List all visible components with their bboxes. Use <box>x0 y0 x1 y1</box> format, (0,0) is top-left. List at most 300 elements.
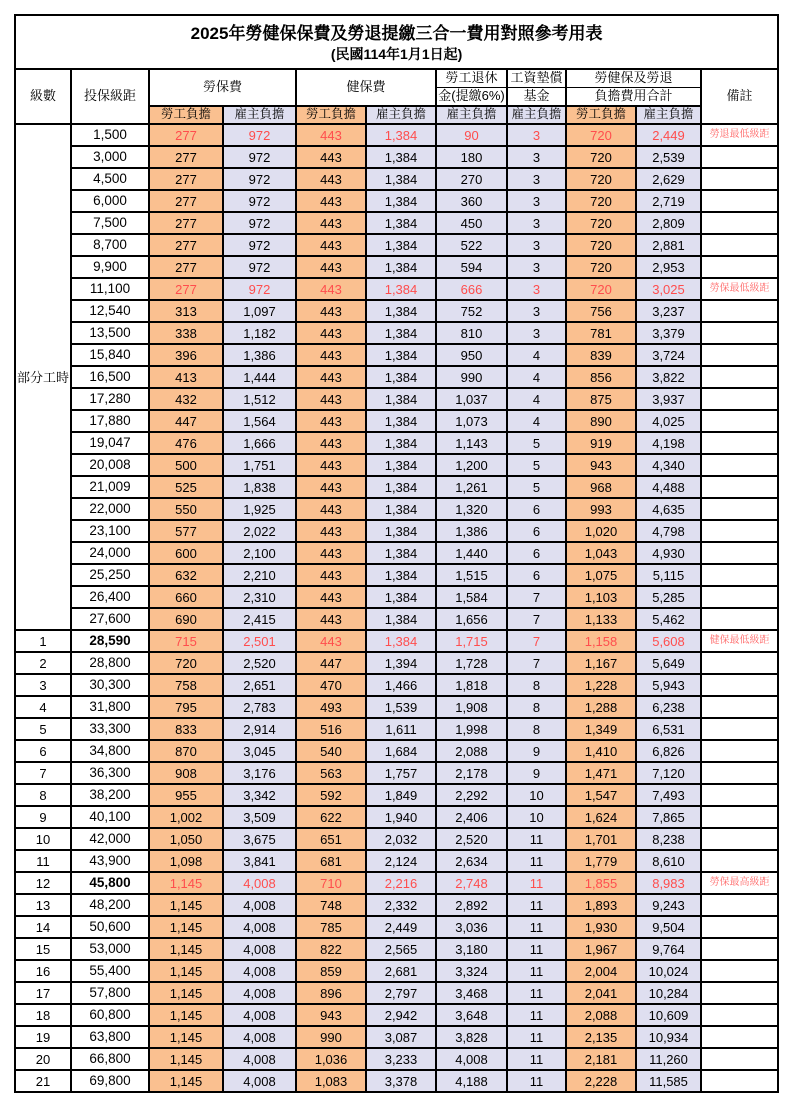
table-row <box>15 762 778 784</box>
table-row <box>15 234 778 256</box>
cell-health-employer: 2,032 <box>366 828 436 850</box>
cell-pension-employer: 90 <box>436 124 507 146</box>
table-row <box>15 476 778 498</box>
cell-labor-employee: 277 <box>149 256 223 278</box>
table-row <box>15 784 778 806</box>
cell-total-employer: 2,539 <box>636 146 701 168</box>
cell-wage-fund-employer: 3 <box>507 190 566 212</box>
cell-bracket: 15,840 <box>71 344 149 366</box>
cell-health-employee: 785 <box>296 916 366 938</box>
cell-wage-fund-employer: 11 <box>507 828 566 850</box>
cell-health-employer: 1,384 <box>366 476 436 498</box>
cell-total-employer: 6,826 <box>636 740 701 762</box>
cell-level: 8 <box>15 784 71 806</box>
cell-pension-employer: 3,180 <box>436 938 507 960</box>
cell-wage-fund-employer: 6 <box>507 520 566 542</box>
table-row <box>15 344 778 366</box>
cell-health-employer: 2,797 <box>366 982 436 1004</box>
cell-health-employer: 2,681 <box>366 960 436 982</box>
col-header-pension-line2: 金(提繳6%) <box>436 88 507 107</box>
cell-remark <box>701 1048 778 1070</box>
cell-total-employer: 7,120 <box>636 762 701 784</box>
cell-remark <box>701 1026 778 1048</box>
cell-wage-fund-employer: 11 <box>507 850 566 872</box>
cell-remark <box>701 1070 778 1092</box>
cell-remark <box>701 146 778 168</box>
cell-wage-fund-employer: 6 <box>507 498 566 520</box>
cell-pension-employer: 1,037 <box>436 388 507 410</box>
cell-total-employee: 1,228 <box>566 674 636 696</box>
cell-health-employee: 1,083 <box>296 1070 366 1092</box>
cell-bracket: 24,000 <box>71 542 149 564</box>
cell-wage-fund-employer: 3 <box>507 124 566 146</box>
cell-total-employee: 1,624 <box>566 806 636 828</box>
table-row <box>15 278 778 300</box>
cell-pension-employer: 1,440 <box>436 542 507 564</box>
cell-labor-employee: 476 <box>149 432 223 454</box>
cell-level: 9 <box>15 806 71 828</box>
cell-wage-fund-employer: 7 <box>507 630 566 652</box>
premium-reference-table <box>14 14 779 1093</box>
cell-bracket: 4,500 <box>71 168 149 190</box>
cell-health-employee: 443 <box>296 410 366 432</box>
cell-health-employee: 493 <box>296 696 366 718</box>
table-row <box>15 982 778 1004</box>
cell-bracket: 22,000 <box>71 498 149 520</box>
cell-health-employee: 592 <box>296 784 366 806</box>
cell-labor-employee: 277 <box>149 124 223 146</box>
cell-level: 17 <box>15 982 71 1004</box>
table-row <box>15 960 778 982</box>
cell-total-employer: 6,238 <box>636 696 701 718</box>
cell-wage-fund-employer: 7 <box>507 652 566 674</box>
cell-pension-employer: 3,324 <box>436 960 507 982</box>
cell-labor-employee: 715 <box>149 630 223 652</box>
cell-wage-fund-employer: 7 <box>507 586 566 608</box>
cell-labor-employer: 2,914 <box>223 718 296 740</box>
cell-level: 20 <box>15 1048 71 1070</box>
cell-total-employee: 1,893 <box>566 894 636 916</box>
cell-total-employee: 919 <box>566 432 636 454</box>
cell-labor-employer: 4,008 <box>223 1070 296 1092</box>
cell-wage-fund-employer: 3 <box>507 168 566 190</box>
cell-total-employee: 720 <box>566 256 636 278</box>
cell-total-employer: 10,934 <box>636 1026 701 1048</box>
cell-total-employee: 1,779 <box>566 850 636 872</box>
cell-health-employee: 443 <box>296 300 366 322</box>
cell-total-employer: 10,609 <box>636 1004 701 1026</box>
col-header-wage-fund-line2: 基金 <box>507 88 566 107</box>
cell-remark <box>701 520 778 542</box>
cell-total-employee: 1,133 <box>566 608 636 630</box>
cell-bracket: 13,500 <box>71 322 149 344</box>
table-row <box>15 872 778 894</box>
cell-pension-employer: 1,200 <box>436 454 507 476</box>
cell-total-employer: 4,025 <box>636 410 701 432</box>
subheader-total-employer: 雇主負擔 <box>636 106 701 124</box>
cell-wage-fund-employer: 3 <box>507 146 566 168</box>
cell-health-employer: 1,384 <box>366 410 436 432</box>
cell-bracket: 27,600 <box>71 608 149 630</box>
cell-pension-employer: 3,468 <box>436 982 507 1004</box>
cell-health-employer: 1,384 <box>366 564 436 586</box>
cell-labor-employee: 600 <box>149 542 223 564</box>
cell-health-employer: 1,384 <box>366 344 436 366</box>
table-row <box>15 212 778 234</box>
cell-labor-employer: 1,182 <box>223 322 296 344</box>
cell-health-employer: 1,384 <box>366 520 436 542</box>
cell-health-employer: 1,757 <box>366 762 436 784</box>
table-row <box>15 146 778 168</box>
cell-labor-employer: 1,838 <box>223 476 296 498</box>
cell-pension-employer: 360 <box>436 190 507 212</box>
cell-remark <box>701 454 778 476</box>
cell-health-employer: 1,384 <box>366 278 436 300</box>
cell-labor-employer: 4,008 <box>223 894 296 916</box>
cell-health-employer: 1,384 <box>366 542 436 564</box>
cell-total-employer: 3,724 <box>636 344 701 366</box>
table-row <box>15 388 778 410</box>
cell-wage-fund-employer: 4 <box>507 344 566 366</box>
cell-labor-employer: 972 <box>223 124 296 146</box>
cell-health-employee: 748 <box>296 894 366 916</box>
cell-bracket: 9,900 <box>71 256 149 278</box>
cell-labor-employee: 277 <box>149 146 223 168</box>
cell-health-employer: 1,384 <box>366 366 436 388</box>
cell-pension-employer: 1,320 <box>436 498 507 520</box>
cell-remark <box>701 256 778 278</box>
cell-labor-employee: 277 <box>149 212 223 234</box>
cell-total-employer: 8,238 <box>636 828 701 850</box>
cell-remark <box>701 696 778 718</box>
table-row <box>15 256 778 278</box>
cell-health-employee: 622 <box>296 806 366 828</box>
table-row <box>15 894 778 916</box>
cell-labor-employee: 955 <box>149 784 223 806</box>
cell-total-employer: 9,504 <box>636 916 701 938</box>
cell-health-employer: 1,940 <box>366 806 436 828</box>
cell-pension-employer: 2,088 <box>436 740 507 762</box>
cell-total-employer: 5,462 <box>636 608 701 630</box>
cell-total-employee: 781 <box>566 322 636 344</box>
cell-remark <box>701 916 778 938</box>
cell-remark <box>701 410 778 432</box>
cell-wage-fund-employer: 5 <box>507 476 566 498</box>
cell-bracket: 21,009 <box>71 476 149 498</box>
cell-wage-fund-employer: 11 <box>507 982 566 1004</box>
cell-bracket: 23,100 <box>71 520 149 542</box>
cell-remark <box>701 1004 778 1026</box>
cell-wage-fund-employer: 3 <box>507 234 566 256</box>
cell-health-employee: 443 <box>296 454 366 476</box>
cell-total-employer: 2,629 <box>636 168 701 190</box>
table-row <box>15 124 778 146</box>
cell-health-employee: 443 <box>296 542 366 564</box>
cell-health-employee: 896 <box>296 982 366 1004</box>
cell-level: 15 <box>15 938 71 960</box>
cell-total-employee: 890 <box>566 410 636 432</box>
cell-health-employer: 3,378 <box>366 1070 436 1092</box>
cell-labor-employee: 660 <box>149 586 223 608</box>
cell-health-employer: 1,384 <box>366 146 436 168</box>
cell-remark <box>701 718 778 740</box>
cell-total-employee: 968 <box>566 476 636 498</box>
cell-labor-employer: 3,509 <box>223 806 296 828</box>
part-time-span-cell: 部分工時 <box>15 124 71 630</box>
cell-total-employee: 943 <box>566 454 636 476</box>
cell-health-employer: 1,384 <box>366 190 436 212</box>
cell-total-employee: 1,547 <box>566 784 636 806</box>
cell-health-employer: 3,233 <box>366 1048 436 1070</box>
cell-labor-employer: 3,045 <box>223 740 296 762</box>
cell-total-employer: 4,798 <box>636 520 701 542</box>
cell-bracket: 34,800 <box>71 740 149 762</box>
cell-labor-employer: 2,501 <box>223 630 296 652</box>
cell-total-employee: 720 <box>566 146 636 168</box>
cell-total-employee: 2,181 <box>566 1048 636 1070</box>
cell-total-employer: 11,585 <box>636 1070 701 1092</box>
cell-bracket: 42,000 <box>71 828 149 850</box>
cell-level: 11 <box>15 850 71 872</box>
cell-labor-employer: 4,008 <box>223 960 296 982</box>
cell-total-employer: 4,198 <box>636 432 701 454</box>
cell-health-employee: 822 <box>296 938 366 960</box>
cell-total-employee: 720 <box>566 124 636 146</box>
cell-total-employer: 2,881 <box>636 234 701 256</box>
cell-health-employee: 443 <box>296 388 366 410</box>
cell-remark <box>701 476 778 498</box>
cell-labor-employer: 4,008 <box>223 1048 296 1070</box>
cell-health-employee: 443 <box>296 322 366 344</box>
table-row <box>15 674 778 696</box>
cell-wage-fund-employer: 11 <box>507 1048 566 1070</box>
cell-bracket: 33,300 <box>71 718 149 740</box>
cell-pension-employer: 1,656 <box>436 608 507 630</box>
cell-total-employer: 3,822 <box>636 366 701 388</box>
table-row <box>15 828 778 850</box>
cell-total-employee: 1,288 <box>566 696 636 718</box>
table-row <box>15 608 778 630</box>
cell-pension-employer: 594 <box>436 256 507 278</box>
cell-pension-employer: 522 <box>436 234 507 256</box>
table-row <box>15 696 778 718</box>
cell-labor-employee: 1,145 <box>149 872 223 894</box>
cell-labor-employer: 2,651 <box>223 674 296 696</box>
cell-total-employee: 720 <box>566 234 636 256</box>
cell-health-employer: 1,384 <box>366 124 436 146</box>
cell-total-employer: 10,024 <box>636 960 701 982</box>
cell-labor-employee: 1,145 <box>149 938 223 960</box>
cell-pension-employer: 3,648 <box>436 1004 507 1026</box>
cell-bracket: 36,300 <box>71 762 149 784</box>
cell-wage-fund-employer: 8 <box>507 718 566 740</box>
cell-bracket: 30,300 <box>71 674 149 696</box>
cell-pension-employer: 666 <box>436 278 507 300</box>
cell-total-employee: 856 <box>566 366 636 388</box>
cell-health-employer: 2,565 <box>366 938 436 960</box>
cell-health-employee: 943 <box>296 1004 366 1026</box>
cell-labor-employer: 1,512 <box>223 388 296 410</box>
cell-total-employer: 2,953 <box>636 256 701 278</box>
cell-remark <box>701 784 778 806</box>
cell-wage-fund-employer: 4 <box>507 366 566 388</box>
cell-labor-employee: 525 <box>149 476 223 498</box>
cell-remark: 健保最低級距 <box>701 630 778 652</box>
cell-bracket: 1,500 <box>71 124 149 146</box>
cell-bracket: 26,400 <box>71 586 149 608</box>
cell-total-employee: 2,088 <box>566 1004 636 1026</box>
cell-labor-employer: 972 <box>223 146 296 168</box>
cell-bracket: 25,250 <box>71 564 149 586</box>
cell-health-employee: 563 <box>296 762 366 784</box>
table-row <box>15 542 778 564</box>
cell-remark <box>701 366 778 388</box>
cell-health-employee: 443 <box>296 432 366 454</box>
cell-total-employee: 720 <box>566 212 636 234</box>
cell-remark <box>701 960 778 982</box>
cell-pension-employer: 270 <box>436 168 507 190</box>
cell-labor-employee: 632 <box>149 564 223 586</box>
cell-health-employer: 1,384 <box>366 300 436 322</box>
cell-health-employer: 1,384 <box>366 256 436 278</box>
cell-wage-fund-employer: 3 <box>507 212 566 234</box>
cell-remark <box>701 806 778 828</box>
cell-bracket: 38,200 <box>71 784 149 806</box>
cell-total-employee: 2,228 <box>566 1070 636 1092</box>
cell-total-employer: 3,237 <box>636 300 701 322</box>
cell-remark <box>701 652 778 674</box>
cell-bracket: 17,280 <box>71 388 149 410</box>
cell-bracket: 63,800 <box>71 1026 149 1048</box>
cell-level: 5 <box>15 718 71 740</box>
table-row <box>15 454 778 476</box>
cell-labor-employer: 1,564 <box>223 410 296 432</box>
cell-labor-employee: 690 <box>149 608 223 630</box>
subheader-health-employee: 勞工負擔 <box>296 106 366 124</box>
page-subtitle: (民國114年1月1日起) <box>330 46 463 63</box>
cell-level: 18 <box>15 1004 71 1026</box>
table-row <box>15 652 778 674</box>
cell-health-employee: 443 <box>296 190 366 212</box>
cell-labor-employer: 4,008 <box>223 1004 296 1026</box>
cell-bracket: 19,047 <box>71 432 149 454</box>
col-header-level: 級數 <box>15 69 71 124</box>
cell-wage-fund-employer: 4 <box>507 410 566 432</box>
cell-health-employee: 516 <box>296 718 366 740</box>
cell-remark <box>701 564 778 586</box>
cell-health-employee: 443 <box>296 630 366 652</box>
cell-labor-employee: 277 <box>149 234 223 256</box>
cell-remark <box>701 828 778 850</box>
cell-total-employee: 1,967 <box>566 938 636 960</box>
cell-remark <box>701 322 778 344</box>
cell-remark <box>701 850 778 872</box>
cell-health-employee: 443 <box>296 344 366 366</box>
cell-bracket: 12,540 <box>71 300 149 322</box>
page-title: 2025年勞健保保費及勞退提繳三合一費用對照參考用表 <box>190 23 603 43</box>
cell-wage-fund-employer: 4 <box>507 388 566 410</box>
cell-labor-employee: 1,098 <box>149 850 223 872</box>
cell-health-employee: 990 <box>296 1026 366 1048</box>
col-header-bracket: 投保級距 <box>71 69 149 124</box>
table-row <box>15 850 778 872</box>
cell-remark <box>701 432 778 454</box>
cell-remark: 勞保最低級距 <box>701 278 778 300</box>
cell-bracket: 17,880 <box>71 410 149 432</box>
cell-labor-employer: 972 <box>223 212 296 234</box>
cell-wage-fund-employer: 11 <box>507 960 566 982</box>
cell-bracket: 28,590 <box>71 630 149 652</box>
cell-health-employer: 3,087 <box>366 1026 436 1048</box>
cell-bracket: 40,100 <box>71 806 149 828</box>
cell-level: 19 <box>15 1026 71 1048</box>
cell-labor-employee: 313 <box>149 300 223 322</box>
col-header-remark: 備註 <box>701 69 778 124</box>
cell-health-employer: 1,384 <box>366 212 436 234</box>
cell-level: 3 <box>15 674 71 696</box>
cell-labor-employee: 908 <box>149 762 223 784</box>
col-header-total-line1: 勞健保及勞退 <box>566 69 701 88</box>
header-row-1 <box>15 69 778 88</box>
table-row <box>15 410 778 432</box>
cell-health-employee: 651 <box>296 828 366 850</box>
cell-health-employer: 2,124 <box>366 850 436 872</box>
subheader-labor-employee: 勞工負擔 <box>149 106 223 124</box>
cell-health-employee: 443 <box>296 564 366 586</box>
cell-remark <box>701 586 778 608</box>
cell-wage-fund-employer: 3 <box>507 278 566 300</box>
cell-bracket: 53,000 <box>71 938 149 960</box>
cell-labor-employer: 3,841 <box>223 850 296 872</box>
cell-bracket: 8,700 <box>71 234 149 256</box>
cell-health-employer: 1,384 <box>366 608 436 630</box>
cell-health-employee: 443 <box>296 608 366 630</box>
cell-total-employer: 7,493 <box>636 784 701 806</box>
cell-total-employee: 2,004 <box>566 960 636 982</box>
cell-wage-fund-employer: 5 <box>507 432 566 454</box>
cell-labor-employer: 3,176 <box>223 762 296 784</box>
subheader-pension-employer: 雇主負擔 <box>436 106 507 124</box>
table-row <box>15 806 778 828</box>
cell-bracket: 43,900 <box>71 850 149 872</box>
cell-labor-employer: 4,008 <box>223 938 296 960</box>
cell-labor-employer: 2,210 <box>223 564 296 586</box>
cell-wage-fund-employer: 11 <box>507 916 566 938</box>
table-row <box>15 630 778 652</box>
cell-total-employer: 7,865 <box>636 806 701 828</box>
cell-labor-employee: 577 <box>149 520 223 542</box>
cell-bracket: 6,000 <box>71 190 149 212</box>
cell-labor-employee: 432 <box>149 388 223 410</box>
cell-pension-employer: 1,143 <box>436 432 507 454</box>
cell-bracket: 55,400 <box>71 960 149 982</box>
cell-labor-employee: 1,145 <box>149 960 223 982</box>
table-row <box>15 1048 778 1070</box>
cell-pension-employer: 2,748 <box>436 872 507 894</box>
cell-labor-employee: 1,145 <box>149 1004 223 1026</box>
cell-labor-employer: 972 <box>223 190 296 212</box>
cell-labor-employee: 1,145 <box>149 894 223 916</box>
cell-total-employer: 5,649 <box>636 652 701 674</box>
cell-total-employer: 5,285 <box>636 586 701 608</box>
cell-total-employer: 4,340 <box>636 454 701 476</box>
cell-pension-employer: 4,008 <box>436 1048 507 1070</box>
cell-pension-employer: 1,515 <box>436 564 507 586</box>
cell-total-employer: 10,284 <box>636 982 701 1004</box>
cell-wage-fund-employer: 3 <box>507 256 566 278</box>
cell-wage-fund-employer: 5 <box>507 454 566 476</box>
cell-total-employer: 3,379 <box>636 322 701 344</box>
